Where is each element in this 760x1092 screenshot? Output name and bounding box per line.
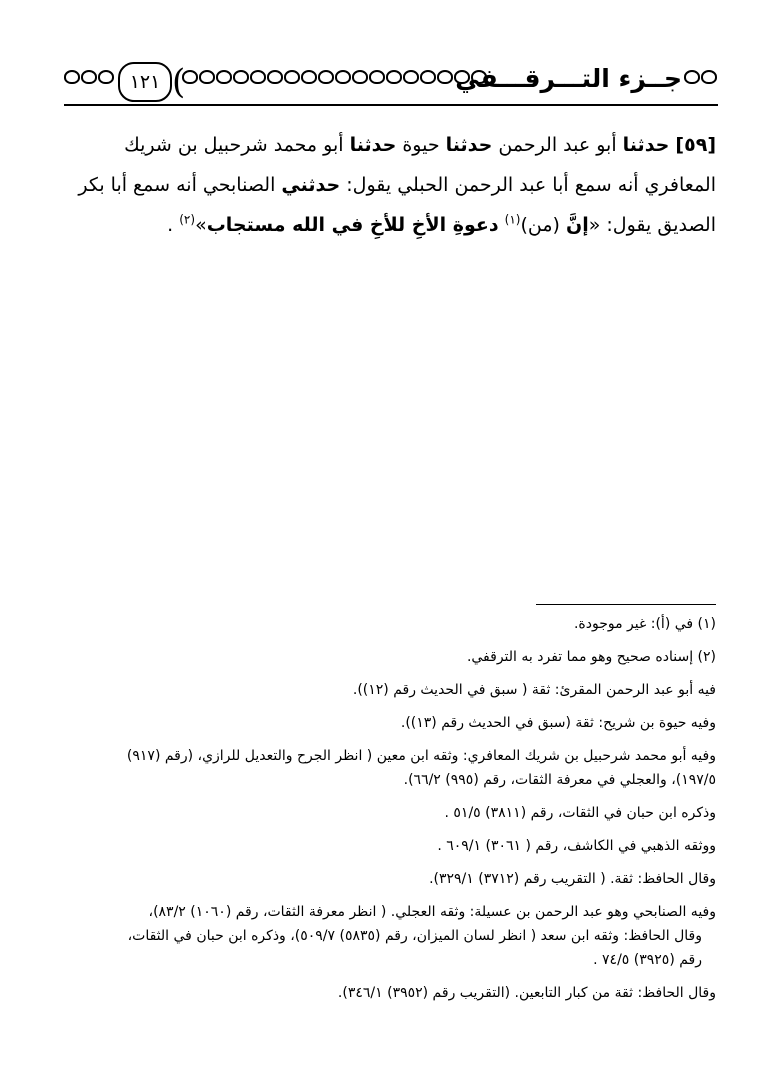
book-title: جــزء التـــرقـــفي <box>455 64 682 93</box>
narrator-name: أبو عبد الرحمن <box>498 134 617 156</box>
header-ornament-right-icon <box>684 70 717 84</box>
footnote-line: وفيه أبو محمد شرحبيل بن شريك المعافري: وثقه ابن معين ( انظر الجرح والتعديل للرازي، (رقم (٩١٧) <box>126 748 716 764</box>
footnote-separator <box>536 604 716 605</box>
footnote-line: وفيه حيوة بن شريح: ثقة (سبق في الحديث رقم (١٣)). <box>400 715 716 731</box>
matn-text: (من) <box>520 214 560 236</box>
narration-word: حدثنا <box>349 134 397 156</box>
footnote-paragraph <box>40 900 716 972</box>
header-rule <box>64 104 718 106</box>
footnote-line: فيه أبو عبد الرحمن المقرئ: ثقة ( سبق في الحديث رقم (١٢)). <box>352 682 716 698</box>
footnote-line: وذكره ابن حبان في الثقات، رقم (٣٨١١) ٥١/٥ . <box>444 805 716 821</box>
matn-text: دعوةِ الأخِ للأخِ في الله مستجاب <box>206 214 499 236</box>
footnote-1: (١) في (أ): غير موجودة. <box>573 616 716 632</box>
hadith-line-3 <box>40 205 716 245</box>
narration-word: حدثني <box>281 174 341 196</box>
quote-mark: » <box>195 214 207 236</box>
footnote-line: ووثقه الذهبي في الكاشف، رقم ( ٣٠٦١) ٦٠٩/١ . <box>437 838 716 854</box>
footnote-line: وقال الحافظ: ثقة من كبار التابعين. (التقريب رقم (٣٩٥٢) ٣٤٦/١). <box>337 985 716 1001</box>
header-ornament-middle-icon <box>182 70 487 84</box>
narration-word: حدثنا <box>622 134 670 156</box>
footnote-line: وقال الحافظ: ثقة. ( التقريب رقم (٣٧١٢) ٣٢٩/١). <box>429 871 716 887</box>
narrator-name: أبو محمد شرحبيل بن شريك <box>124 134 344 156</box>
hadith-number: [٥٩] <box>675 134 716 156</box>
narrator-name: حيوة <box>402 134 440 156</box>
hadith-line-1 <box>40 125 716 165</box>
page-number: ١٢١ <box>118 62 172 102</box>
footnote-ref: (١) <box>504 212 521 227</box>
narrator-text: الصنابحي أنه سمع أبا بكر <box>78 174 276 196</box>
footnote-line: وقال الحافظ: وثقه ابن سعد ( انظر لسان الميزان، رقم (٥٨٣٥) ٥٠٩/٧)، وذكره ابن حبان في الثقات، <box>127 928 702 944</box>
running-header <box>60 60 720 116</box>
period: . <box>167 214 174 236</box>
bracket-icon: ( <box>172 62 186 102</box>
narrator-text: المعافري أنه سمع أبا عبد الرحمن الحبلي يقول: <box>346 174 716 196</box>
header-ornament-left-icon <box>64 70 114 84</box>
footnote-ref: (٢) <box>179 212 196 227</box>
footnote-paragraph <box>40 744 716 792</box>
narrator-text: الصديق يقول: « <box>588 214 716 236</box>
footnote-line: ١٩٧/٥)، والعجلي في معرفة الثقات، رقم (٩٩٥) ٦٦/٢). <box>403 772 716 788</box>
hadith-line-2 <box>40 165 716 205</box>
matn-text: إنَّ <box>565 214 589 236</box>
narration-word: حدثنا <box>445 134 493 156</box>
hadith-text <box>40 125 716 245</box>
footnotes <box>40 612 716 1014</box>
footnote-line: رقم (٣٩٢٥) ٧٤/٥ . <box>593 952 702 968</box>
footnote-line: وفيه الصنابحي وهو عبد الرحمن بن عسيلة: وثقه العجلي. ( انظر معرفة الثقات، رقم (١٠٦٠) ٨٣/٢)، <box>148 904 716 920</box>
footnote-2: (٢) إسناده صحيح وهو مما تفرد به الترقفي. <box>466 649 716 665</box>
